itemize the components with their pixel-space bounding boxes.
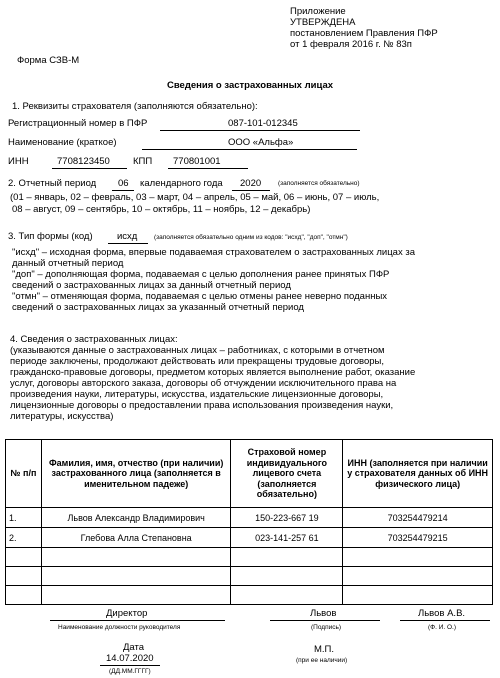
cell-inn: 703254479214 xyxy=(343,508,493,528)
section4-text xyxy=(10,334,415,422)
section4-line: 4. Сведения о застрахованных лицах: xyxy=(10,334,178,345)
reg-number-underline xyxy=(160,130,360,131)
header-inn: ИНН (заполняется при наличии у страхователя данных об ИНН физического лица) xyxy=(343,440,493,508)
form-type-note: (заполняется обязательно одним из кодов: "исхд", "доп", "отмн") xyxy=(154,234,348,241)
cell-num: 2. xyxy=(6,528,42,548)
approval-line: УТВЕРЖДЕНА xyxy=(290,17,356,28)
year-label: календарного года xyxy=(140,178,223,189)
reg-number-value: 087-101-012345 xyxy=(228,118,298,129)
date-label: Дата xyxy=(123,642,145,653)
description-line: "исхд" – исходная форма, впервые подаваемая страхователем о застрахованных лицах за xyxy=(12,247,415,258)
table-row xyxy=(6,528,493,548)
section4-line: гражданско-правовые договоры, предметом которых является выполнение работ, оказание xyxy=(10,367,416,378)
signature-caption: (Подпись) xyxy=(311,624,342,631)
approval-line: от 1 февраля 2016 г. № 83п xyxy=(290,39,412,50)
section4-line: произведения науки, литературы, искусства, издательские лицензионные договоры, xyxy=(10,389,384,400)
reg-number-label: Регистрационный номер в ПФР xyxy=(8,118,148,129)
page-title: Сведения о застрахованных лицах xyxy=(166,80,334,91)
fio-value: Львов А.В. xyxy=(418,608,466,619)
period-note: (заполняется обязательно) xyxy=(278,180,360,187)
kpp-label: КПП xyxy=(133,156,153,167)
date-caption: (ДД.ММ.ГГГГ) xyxy=(109,668,151,675)
form-type-label: 3. Тип формы (код) xyxy=(8,231,93,242)
table-row-empty xyxy=(6,548,493,567)
table-row-empty xyxy=(6,586,493,605)
inn-value: 7708123450 xyxy=(57,156,110,167)
header-fio: Фамилия, имя, отчество (при наличии) застрахованного лица (заполняется в именительном падеже) xyxy=(41,440,231,508)
period-underline xyxy=(112,190,134,191)
signature-underline xyxy=(270,620,380,621)
stamp-label: М.П. xyxy=(314,644,335,655)
cell-fio: Глебова Алла Степановна xyxy=(41,528,231,548)
months-legend: (01 – январь, 02 – февраль, 03 – март, 04 – апрель, 05 – май, 06 – июнь, 07 – июль, xyxy=(10,192,380,203)
section4-line: услуг, договоры авторского заказа, договоры об отчуждении исключительного права на xyxy=(10,378,397,389)
approval-block xyxy=(290,6,438,50)
org-name-value: ООО «Альфа» xyxy=(228,137,294,148)
period-value: 06 xyxy=(118,178,129,189)
cell-num: 1. xyxy=(6,508,42,528)
section4-line: лицензионные договоры о предоставлении права использования произведения науки, xyxy=(10,400,394,411)
cell-inn: 703254479215 xyxy=(343,528,493,548)
cell-snils: 023-141-257 61 xyxy=(231,528,343,548)
table-header-row xyxy=(6,440,493,508)
date-underline xyxy=(100,665,160,666)
description-line: сведений о застрахованных лицах за указанный отчетный период xyxy=(12,302,304,313)
kpp-underline xyxy=(168,168,248,169)
description-line: "отмн" – отменяющая форма, подаваемая с целью отмены ранее неверно поданных xyxy=(12,291,388,302)
inn-label: ИНН xyxy=(8,156,29,167)
year-value: 2020 xyxy=(240,178,262,189)
position-value: Директор xyxy=(106,608,148,619)
org-name-label: Наименование (краткое) xyxy=(8,137,117,148)
approval-line: Приложение xyxy=(290,6,346,17)
section4-line: (указываются данные о застрахованных лицах – работниках, с которыми в отчетном xyxy=(10,345,385,356)
table-row-empty xyxy=(6,567,493,586)
header-snils: Страховой номер индивидуального лицевого счета (заполняется обязательно) xyxy=(231,440,343,508)
signature-value: Львов xyxy=(310,608,337,619)
header-num: № п/п xyxy=(6,440,42,508)
form-type-code: исхд xyxy=(117,231,138,242)
table-row xyxy=(6,508,493,528)
period-label: 2. Отчетный период xyxy=(8,178,97,189)
stamp-caption: (при ее наличии) xyxy=(296,657,348,664)
fio-underline xyxy=(400,620,490,621)
kpp-value: 770801001 xyxy=(173,156,221,167)
position-caption: Наименование должности руководителя xyxy=(58,624,181,631)
form-type-description xyxy=(12,247,415,313)
insured-persons-table xyxy=(5,439,493,605)
section1-heading: 1. Реквизиты страхователя (заполняются обязательно): xyxy=(12,101,258,112)
fio-caption: (Ф. И. О.) xyxy=(428,624,457,631)
form-name: Форма СЗВ-М xyxy=(17,55,80,66)
inn-underline xyxy=(52,168,127,169)
cell-fio: Львов Александр Владимирович xyxy=(41,508,231,528)
description-line: сведений о застрахованных лицах за данный отчетный период xyxy=(12,280,291,291)
year-underline xyxy=(232,190,270,191)
months-legend: 08 – август, 09 – сентябрь, 10 – октябрь, 11 – ноябрь, 12 – декабрь) xyxy=(12,204,311,215)
form-type-underline xyxy=(108,243,148,244)
description-line: "доп" – дополняющая форма, подаваемая с целью дополнения ранее принятых ПФР xyxy=(12,269,390,280)
org-name-underline xyxy=(142,149,357,150)
approval-line: постановлением Правления ПФР xyxy=(290,28,438,39)
date-value: 14.07.2020 xyxy=(106,653,154,664)
description-line: данный отчетный период xyxy=(12,258,124,269)
cell-snils: 150-223-667 19 xyxy=(231,508,343,528)
position-underline xyxy=(50,620,225,621)
section4-line: периоде заключены, продолжают действовать или прекращены трудовые договоры, xyxy=(10,356,384,367)
section4-line: литературы, искусства) xyxy=(10,411,114,422)
